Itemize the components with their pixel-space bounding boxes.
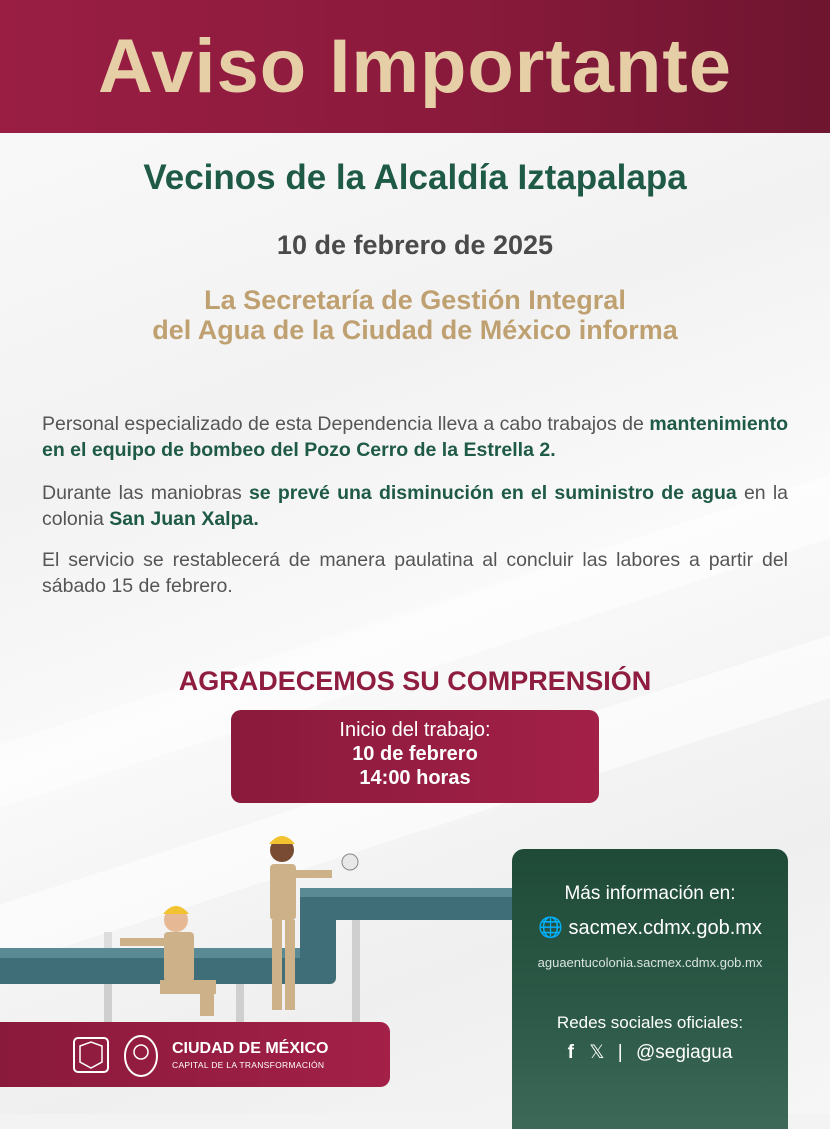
paragraph-2-colonia: San Juan Xalpa.: [109, 508, 259, 530]
social-title: Redes sociales oficiales:: [556, 1013, 744, 1032]
separator: |: [617, 1042, 623, 1063]
valve-icon: [342, 854, 358, 870]
info-title: Más información en:: [564, 883, 736, 904]
banner-title: Aviso Importante: [98, 24, 732, 109]
info-panel: [512, 849, 788, 1129]
city-tagline: CAPITAL DE LA TRANSFORMACIÓN: [172, 1060, 325, 1070]
globe-icon: 🌐: [538, 917, 563, 939]
paragraph-1-highlight: mantenimiento en el equipo de bombeo del Pozo Cerro de la Estrella 2.: [42, 413, 788, 461]
facebook-icon[interactable]: f: [567, 1042, 574, 1063]
valve-icon: [104, 932, 112, 948]
paragraph-2-text-b: en la colonia: [42, 482, 789, 530]
paragraph-1-text: Personal especializado de esta Dependencia lleva a cabo trabajos de: [42, 413, 650, 435]
x-icon[interactable]: 𝕏: [589, 1042, 605, 1063]
workers-pipe-illustration: [0, 820, 520, 1030]
thanks-heading: AGRADECEMOS SU COMPRENSIÓN: [178, 666, 652, 696]
paragraph-2-text-a: Durante las maniobras: [42, 482, 249, 504]
city-emblem-icon: [118, 1028, 164, 1080]
social-handle[interactable]: @segiagua: [636, 1042, 733, 1063]
paragraph-3: El servicio se restablecerá de manera paulatina al concluir las labores a partir del sábado 15 de febrero.: [42, 549, 788, 597]
paragraph-2-highlight: se prevé una disminución en el suministro de agua: [248, 482, 737, 504]
footer-logo-bar: [0, 1022, 390, 1087]
secretaria-line-1: La Secretaría de Gestión Integral: [204, 285, 626, 315]
pipe-support: [352, 920, 360, 1030]
website-link-secondary[interactable]: aguaentucolonia.sacmex.cdmx.gob.mx: [537, 955, 763, 970]
paragraph-2: [42, 480, 788, 532]
secretaria-line-2: del Agua de la Ciudad de México informa: [152, 315, 678, 345]
city-name: CIUDAD DE MÉXICO: [172, 1040, 329, 1057]
vecinos-heading: Vecinos de la Alcaldía Iztapalapa: [143, 158, 687, 197]
pipe-upper-highlight: [300, 888, 520, 897]
work-start-time: 14:00 horas: [359, 767, 471, 789]
notice-date: 10 de febrero de 2025: [276, 230, 554, 260]
header-banner: [0, 0, 830, 133]
website-link-main[interactable]: [512, 915, 788, 940]
work-start-label: Inicio del trabajo:: [339, 719, 491, 741]
work-start-date: 10 de febrero: [352, 743, 478, 765]
paragraph-1: [42, 411, 788, 463]
social-row: [512, 1041, 788, 1064]
coat-of-arms-icon: [68, 1032, 114, 1078]
work-start-box: [231, 710, 599, 803]
secretaria-heading: [0, 285, 830, 345]
website-text: sacmex.cdmx.gob.mx: [568, 917, 762, 939]
